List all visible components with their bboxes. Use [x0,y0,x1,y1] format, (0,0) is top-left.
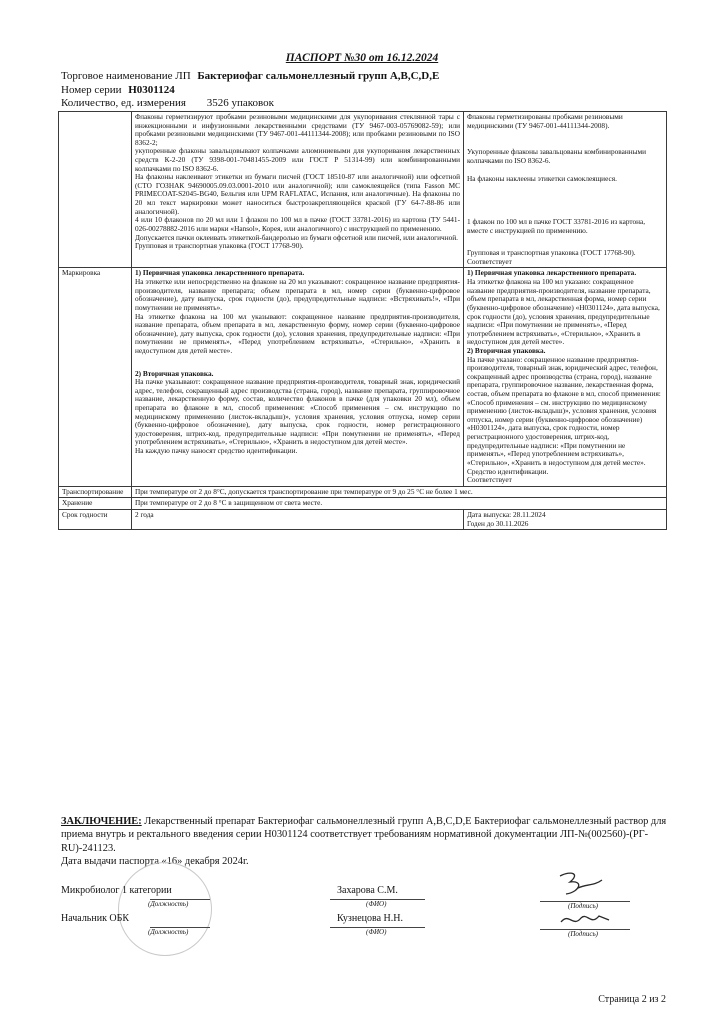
table-row-shelf-life [59,509,667,529]
marking-req-para: На каждую пачку наносят средство идентификации. [135,446,298,456]
quantity-label: Количество, ед. измерения [61,97,186,109]
shelf-life-dates-cell [464,509,667,529]
marking-req-para: На этикетке флакона на 100 мл указывают: сокращенное название предприятия-производителя, название препарата, объем препарата в мл, лекарственную форму, номер серии (буквенно-цифровое обозначение), дату выпуска, срок годности (до), условия хранения, предупредительные надписи: «При помутнении не применять», «Перед употреблением встряхивать», «Стерильно», «Хранить в недоступном для детей месте». [135,311,460,355]
marking-act-para: Средство идентификации. [467,466,549,476]
marking-requirements-cell [132,268,464,486]
packaging-label-cell [59,112,132,268]
primary-packaging-heading: 1) Первичная упаковка лекарственного препарата. [135,268,305,278]
packaging-req-para: Допускается пачки оклеивать этикеткой-бандеролью из бумаги офсетной или писчей, или аналогичной. [135,232,459,242]
shelf-life-label: Срок годности [59,509,132,529]
secondary-packaging-heading: 2) Вторичная упаковка. [467,345,546,355]
packaging-req-para: Групповая и транспортная упаковка (ГОСТ 17768-90). [135,241,304,251]
issue-date: Дата выдачи паспорта «16» декабря 2024г. [61,855,249,867]
packaging-actual-cell [464,112,667,268]
packaging-req-para: укупоренные флаконы завальцовывают колпачками алюминиевыми для укупоривания лекарственных средств К-2-20 (ТУ 9398-001-70481455-2009 или ГОСТ Р 51314-99) или комбинированными колпачками по ISO 8362-6. [135,146,460,173]
packaging-act-para: Укупоренные флаконы завальцованы комбинированными колпачками по ISO 8362-6. [467,147,647,165]
packaging-act-para: На флаконы наклеены этикетки самоклеящиеся. [467,174,617,184]
secondary-packaging-heading: 2) Вторичная упаковка. [135,368,214,378]
series-label: Номер серии [61,84,122,96]
table-row-transport [59,486,667,498]
packaging-req-para: На флаконы наклеивают этикетки из бумаги писчей (ГОСТ 18510-87 или аналогичной) или офсетной (СТО ГОЗНАК 94690005.09.03.0001-2010 или аналогичной); или самоклеящейся (типа Fasson MC PRIMECOAT-S2045-BG40, Бельгия или UPM RAFLATAC, Испания, или аналогичные). На флаконы по 20 мл текст маркировки может наноситься быстрозакрепляющейся краской (ГУ 64-7-88-86 или аналогичной). [135,172,460,216]
packaging-req-para: 4 или 10 флаконов по 20 мл или 1 флакон по 100 мл в пачке (ГОСТ 33781-2016) из картона (ТУ 5441-026-00278882-2016 или марки «Hansol», Корея, или аналогичного) с инструкцией по применению. [135,215,460,233]
signer-2-position-caption: (Должность) [148,928,189,936]
packaging-req-para: Флаконы герметизируют пробками резиновыми медицинскими для укупоривания стеклянной тары с инжекционными и инфузионными лекарственными средствами (ТУ 9467-003-05769082-59); или пробками резиновыми медицинскими (ТУ 9467-001-44111344-2008); или пробками резиновыми по ISO 8362-2; [135,112,460,147]
passport-table [58,111,667,530]
packaging-act-para: Флаконы герметизированы пробками резиновыми медицинскими (ТУ 9467-001-44111344-2008). [467,112,623,130]
primary-packaging-heading: 1) Первичная упаковка лекарственного препарата. [467,268,637,278]
signer-2-name: Кузнецова Н.Н. [337,913,403,924]
series-line [61,84,175,96]
signer-1-position-caption: (Должность) [148,900,189,908]
signer-1-name-caption: (ФИО) [366,900,387,908]
table-row-storage [59,498,667,510]
trade-name-value: Бактериофаг сальмонеллезный групп A,B,C,D,E [197,70,440,82]
packaging-requirements-cell [132,112,464,268]
packaging-act-para: Групповая и транспортная упаковка (ГОСТ 17768-90). [467,248,636,258]
trade-name-line [61,70,439,82]
table-row-marking [59,268,667,486]
signer-2-name-caption: (ФИО) [366,928,387,936]
packaging-verdict: Соответствует [467,256,512,266]
shelf-life-value: 2 года [132,509,464,529]
trade-name-label: Торговое наименование ЛП [61,70,191,82]
marking-req-para: На пачке указывают: сокращенное название предприятия-производителя, товарный знак, юридический адрес, телефон, сокращенный адрес производства (страна, город), название препарата, группировочное название, лекарственную форму, состав, количество флаконов в пачке (для упаковки 20 мл), объем препарата во флаконе в мл, способ применения: «Способ применения – см. инструкцию по медицинскому применению (листок-вкладыш)», условия хранения, условия отпуска, номер серии (буквенно-цифровое обозначение), дату выпуска, срок годности, номер регистрационного удостоверения, штрих-код, предупредительные надписи: «При помутнении не применять», «Перед употреблением встряхивать», «Стерильно», «Хранить в недоступном для детей месте». [135,377,460,447]
signer-1-name: Захарова С.М. [337,885,398,896]
signer-2-role: Начальник ОБК [61,913,130,924]
expiry-date: Годен до 30.11.2026 [467,518,529,528]
signer-1-role: Микробиолог 1 категории [61,885,172,896]
table-row-packaging [59,112,667,268]
organization-stamp [118,862,212,956]
conclusion-block [61,815,671,868]
page-number: Страница 2 из 2 [598,994,666,1005]
transport-value: При температуре от 2 до 8°С, допускается транспортирование при температуре от 9 до 25 °С не более 1 мес. [132,486,667,498]
signer-1-signature [550,868,610,902]
marking-act-para: На этикетке флакона на 100 мл указано: сокращенное название предприятия-производителя, название препарата, объем препарата в мл, лекарственная форма, номер серии (буквенно-цифровое обозначение) «Н0301124», дата выпуска, срок годности (до), условия хранения, предупредительные надписи: «При помутнении не применять», «Перед употреблением встряхивать», «Стерильно», «Хранить в недоступном для детей месте». [467,277,660,347]
packaging-act-para: 1 флакон по 100 мл в пачке ГОСТ 33781-2016 из картона, вместе с инструкцией по применению. [467,217,646,235]
signer-1-sign-caption: (Подпись) [568,902,598,910]
series-value: H0301124 [128,84,175,96]
storage-value: При температуре от 2 до 8 °С в защищенном от света месте. [132,498,667,510]
release-date: Дата выпуска: 28.11.2024 [467,509,546,519]
quantity-value: 3526 упаковок [206,97,275,109]
marking-label: Маркировка [59,268,132,486]
conclusion-label: ЗАКЛЮЧЕНИЕ: [61,816,142,827]
quantity-line [61,97,274,109]
signer-2-sign-caption: (Подпись) [568,930,598,938]
conclusion-text: Лекарственный препарат Бактериофаг сальмонеллезный групп A,B,C,D,E Бактериофаг сальмонеллезный раствор для приема внутрь и ректального введения серии H0301124 соответствует требованиям нормативной документации ЛП-№(002560)-(РГ-RU)-241123. [61,816,667,854]
marking-actual-cell [464,268,667,486]
marking-verdict: Соответствует [467,475,512,485]
marking-act-para: На пачке указано: сокращенное название предприятия-производителя, товарный знак, юридический адрес, телефон, сокращенный адрес производства (страна, город), название препарата, группировочное название, лекарственная форма, состав, объем препарата во флаконе в мл, способ применения: «Способ применения – см. инструкцию по медицинскому применению (листок-вкладыш)», условия хранения, условия отпуска, номер серии (буквенно-цифровое обозначение) «Н0301124», дата выпуска, срок годности, номер регистрационного удостоверения, штрих-код, предупредительные надписи: «При помутнении не применять», «Перед употреблением встряхивать», «Стерильно», «Хранить в недоступном для детей месте». [467,354,661,467]
passport-title: ПАСПОРТ №30 от 16.12.2024 [285,52,439,64]
marking-req-para: На этикетке или непосредственно на флаконе на 20 мл указывают: сокращенное название предприятия-производителя, название препарата; объем препарата в мл, номер серии (буквенно-цифровое обозначение), дату выпуска, срок годности (до), предупредительные надписи: «Встряхивать!», «При помутнении не применять». [135,277,460,312]
transport-label: Транспортирование [59,486,132,498]
storage-label: Хранение [59,498,132,510]
